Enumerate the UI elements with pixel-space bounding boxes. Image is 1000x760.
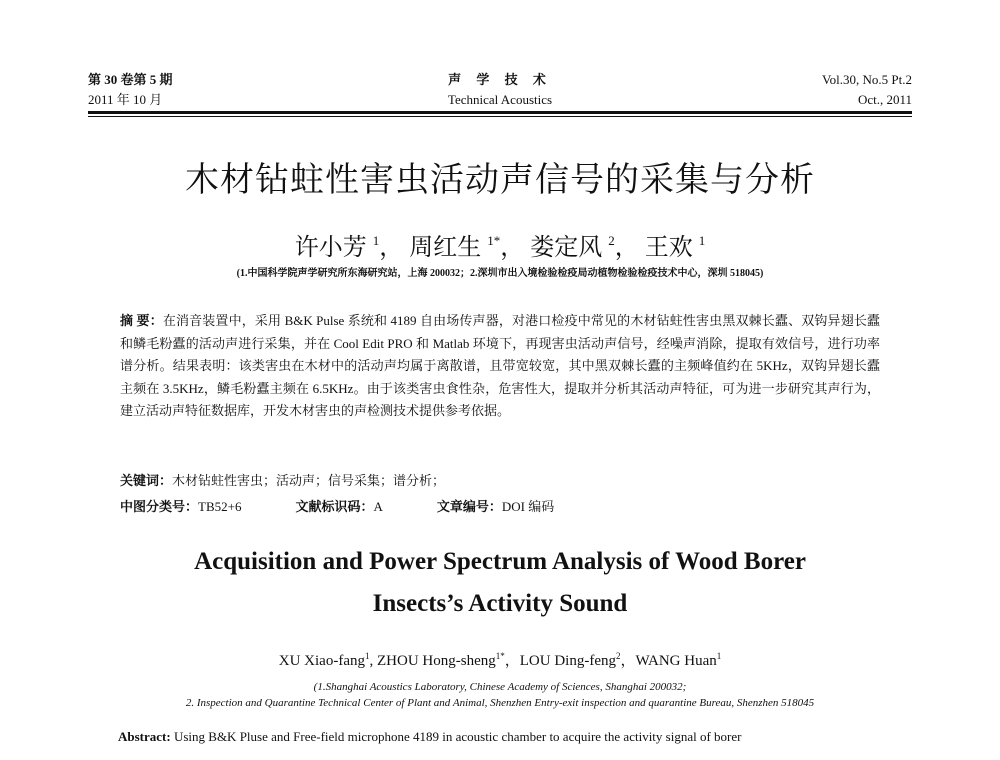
header-date-cn: 2011 年 10 月 [88, 92, 163, 107]
affiliation-en-line2: 2. Inspection and Quarantine Technical Center of Plant and Animal, Shenzhen Entry-exit inspection and quarantine Bureau, Shenzhen 518045 [185, 697, 815, 709]
keywords-cn [120, 470, 880, 493]
author-cn: 王欢 $^1$ [644, 233, 706, 261]
keywords-cn-label: 关键词： [120, 473, 173, 488]
header-volume-issue-en: Vol.30, No.5 Pt.2 [821, 72, 912, 87]
abstract-en-label: Abstract: [118, 729, 171, 744]
author-cn: 许小芳 $^1$ [294, 233, 380, 261]
header-volume-issue-cn: 第 30 卷第 5 期 [88, 72, 173, 87]
header-date-en: Oct., 2011 [857, 92, 912, 107]
doc-code-value: A [373, 499, 383, 514]
doc-code-label: 文献标识码： [295, 499, 374, 514]
affiliation-cn: (1.中国科学院声学研究所东海研究站，上海 200032；2.深圳市出入境检验检疫局动植物检验检疫技术中心，深圳 518045) [236, 268, 764, 279]
abstract-cn-label: 摘 要： [120, 313, 163, 328]
header-journal-cn: 声 学 技 术 [448, 72, 552, 87]
author-cn: 周红生 $^{1*}$ [409, 233, 501, 261]
clc-value: TB52+6 [198, 499, 242, 514]
header-journal-en: Technical Acoustics [447, 92, 553, 107]
author-list-cn: 许小芳 $^1$， 周红生 $^{1*}$， 娄定风 $^2$， 王欢 $^1$ [294, 233, 706, 261]
keywords-cn-text: 木材钻蛀性害虫；活动声；信号采集；谱分析； [172, 473, 446, 488]
header-volume-en [822, 70, 912, 110]
author-list-en [0, 645, 1000, 672]
abstract-en [118, 727, 888, 747]
author-cn: 娄定风 $^2$ [530, 233, 615, 261]
author-en: XU Xiao-fang$^1$, [278, 651, 377, 669]
header-rule-thin [88, 116, 912, 117]
classification-row [120, 496, 880, 519]
author-en: LOU Ding-feng$^2$， [519, 651, 636, 669]
abstract-cn-text: 在消音装置中，采用 B&K Pulse 系统和 4189 自由场传声器，对港口检疫中常见的木材钻蛀性害虫黑双棘长蠹、双钩异翅长蠹和鳞毛粉蠹的活动声进行采集，并在 Cool Edit PRO 和 Matlab 环境下，再现害虫活动声信号，经噪声消除，提取有效信号，进行功率谱分析。结果表明：该类害虫在木材中的活动声均属于离散谱，且带宽较宽，其中黑双棘长蠹的主频峰值约在 5KHz，双钩异翅长蠹主频在 3.5KHz，鳞毛粉蠹主频在 6.5KHz。由于该类害虫食性杂，危害性大，提取并分析其活动声特征，可为进一步研究其声行为，建立活动声特征数据库，开发木材害虫的声检测技术提供参考依据。 [120, 313, 880, 418]
header-rule-thick [88, 111, 912, 114]
affiliation-en-line1: (1.Shanghai Acoustics Laboratory, Chinese Academy of Sciences, Shanghai 200032; [313, 681, 687, 693]
article-no-value: DOI 编码 [501, 499, 555, 514]
paper-title-en-line2: Insects’s Activity Sound [372, 590, 628, 617]
paper-title-en-line1: Acquisition and Power Spectrum Analysis of Wood Borer [194, 548, 806, 575]
author-en: ZHOU Hong-sheng$^{1*}$， [377, 651, 520, 669]
article-no-label: 文章编号： [436, 499, 502, 514]
paper-title-en [0, 541, 1000, 625]
abstract-en-text: Using B&K Pluse and Free-field microphone 4189 in acoustic chamber to acquire the activity signal of borer [173, 729, 742, 744]
author-en: WANG Huan$^1$ [635, 651, 722, 669]
abstract-cn [120, 310, 880, 423]
clc-label: 中图分类号： [120, 499, 199, 514]
paper-title-cn: 木材钻蛀性害虫活动声信号的采集与分析 [185, 160, 815, 200]
